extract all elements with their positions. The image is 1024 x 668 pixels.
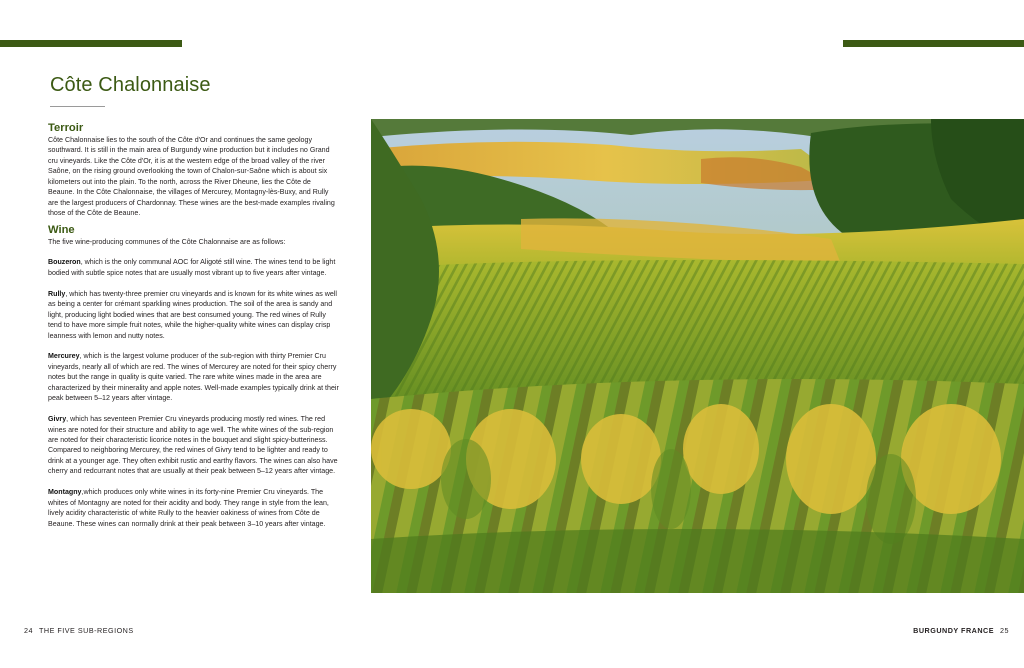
left-page-number: 24: [24, 626, 33, 635]
commune-name: Mercurey: [48, 352, 80, 361]
commune-name: Bouzeron: [48, 258, 81, 267]
footer-right: [913, 626, 1009, 635]
commune-mercurey: [48, 351, 339, 403]
terroir-paragraph: Côte Chalonnaise lies to the south of the Côte d'Or and continues the same geology southward. It is still in the main area of Burgundy wine production but it includes no Grand cru vineyards. Like the Côte d'Or, it is at the western edge of the broad valley of the river Saône, on the rising ground overlooking the town of Chalon-sur-Saône which is about six kilometers out into the plain. To the north, across the River Dheune, lies the Côte de Beaune. In the Côte Chalonnaise, the villages of Mercurey, Montagny-lès-Buxy, and Rully are the largest producers of Chardonnay. These wines are the best-made examples rivaling those of the Côte de Beaune.: [48, 136, 335, 218]
page-title: Côte Chalonnaise: [50, 74, 211, 96]
commune-rully: [48, 289, 339, 341]
right-footer-label: BURGUNDY FRANCE: [913, 626, 994, 635]
wine-heading: Wine: [48, 223, 75, 236]
commune-name: Givry: [48, 415, 67, 424]
commune-montagny: [48, 487, 339, 529]
commune-description: , which is the only communal AOC for Aligoté still wine. The wines tend to be light bodied with subtle spice notes that are usually most vibrant up to five years after vintage.: [48, 258, 336, 277]
wine-intro: The five wine-producing communes of the Côte Chalonnaise are as follows:: [48, 237, 286, 246]
title-divider: [50, 106, 105, 107]
commune-description: , which has twenty-three premier cru vineyards and is known for its white wines as well as being a center for crémant sparkling wines production. The soil of the area is sandy and light, producing light bodied wines that are best consumed young. The red wines of Rully tend to have more simple fruit notes, while the higher-quality white wines can display crisp leanness with lemon and nutty notes.: [48, 289, 337, 340]
commune-bouzeron: [48, 257, 339, 278]
top-accent-bar-left: [0, 40, 182, 47]
commune-description: , which has seventeen Premier Cru vineyards producing mostly red wines. The red wines are noted for their structure and ability to age well. The white wines of the sub-region are noted for their characteristic licorice notes in the bouquet and slight spicy-butteriness. Compared to neighboring Mercurey, the red wines of Givry tend to be lighter and ready to drink at a younger age. They often exhibit rustic and earthy flavors. The wines can also have cherry and redcurrant notes that are usually at their peak between 5–12 years after vintage.: [48, 415, 338, 476]
commune-description: ,which produces only white wines in its forty-nine Premier Cru vineyards. The whites of Montagny are noted for their acidity and body. They range in style from the lean, lively acidity characteristic of white Rully to the heavier oakiness of wines from Côte de Beaune. These wines can normally drink at their peak between 3–10 years after vintage.: [48, 488, 329, 528]
top-accent-bar-right: [843, 40, 1024, 47]
left-footer-label: THE FIVE SUB-REGIONS: [39, 626, 134, 635]
footer-left: [24, 626, 134, 635]
terroir-heading: Terroir: [48, 122, 84, 134]
vineyard-illustration: [371, 119, 1024, 593]
right-page-number: 25: [1000, 626, 1009, 635]
commune-name: Rully: [48, 289, 66, 298]
vineyard-photo: [371, 119, 1024, 593]
commune-description: , which is the largest volume producer of the sub-region with thirty Premier Cru vineyards, nearly all of which are red. The wines of Mercurey are noted for their spicy cherry notes but the range in quality is quite varied. The rare white wines made in the area are characterized by their minerality and apple notes. Well-made examples typically drink at their peak between 5–12 years after vintage.: [48, 352, 339, 403]
commune-givry: [48, 414, 339, 477]
body-text-column: [48, 121, 339, 539]
commune-name: Montagny: [48, 488, 82, 497]
